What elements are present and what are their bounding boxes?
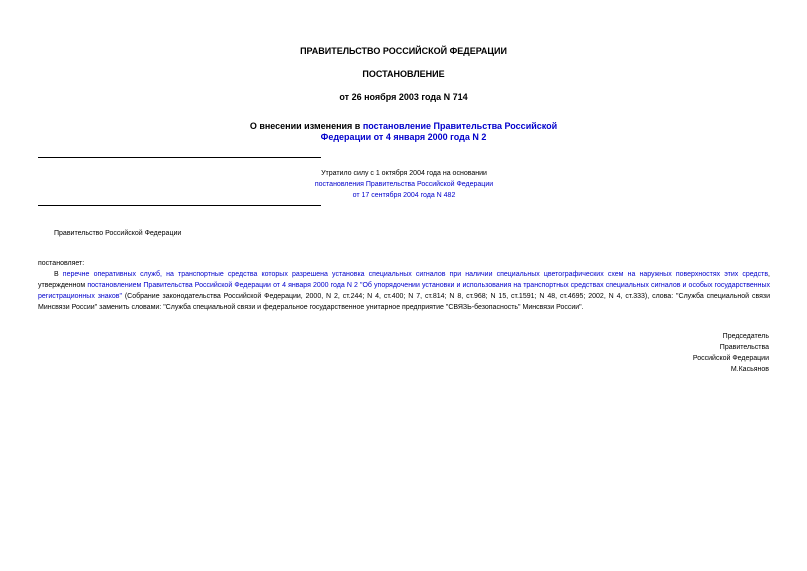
signature-block xyxy=(569,331,769,375)
decree-2-link[interactable]: постановлением Правительства Российской Федерации от 4 января 2000 года N 2 "Об упорядочении установки и использования на транспортных средствах специальных сигналов и особых государственных регистрационных знаков" xyxy=(38,282,770,300)
paragraph-middle: , утвержденном xyxy=(38,271,770,289)
repeal-notice-link-part1[interactable]: постановления Правительства Российской Федерации xyxy=(314,181,494,188)
title-link-part1[interactable]: постановление Правительства Российской xyxy=(362,121,558,131)
government-heading: ПРАВИТЕЛЬСТВО РОССИЙСКОЙ ФЕДЕРАЦИИ xyxy=(300,46,507,56)
issuer-text: Правительство Российской Федерации xyxy=(54,230,182,237)
operational-services-list-link[interactable]: перечне оперативных служб, на транспортные средства которых разрешена установка специальных сигналов при наличии специальных цветографических схем на наружных поверхностях этих средств xyxy=(62,271,769,278)
signature-position-2: Правительства xyxy=(719,344,769,351)
title-prefix: О внесении изменения в xyxy=(249,121,363,131)
main-paragraph xyxy=(38,269,770,313)
signature-position-3: Российской Федерации xyxy=(692,355,769,362)
repeal-notice xyxy=(254,168,554,201)
signature-name: М.Касьянов xyxy=(730,366,769,373)
decree-word: постановляет: xyxy=(38,260,85,267)
title-link-part2[interactable]: Федерации от 4 января 2000 года N 2 xyxy=(320,132,487,142)
signature-position-1: Председатель xyxy=(722,333,769,340)
paragraph-start: В xyxy=(54,271,63,278)
repeal-notice-link-part2[interactable]: от 17 сентября 2004 года N 482 xyxy=(352,192,456,199)
document-title xyxy=(0,121,807,143)
bottom-divider xyxy=(38,205,321,206)
paragraph-end: (Собрание законодательства Российской Федерации, 2000, N 2, ст.244; N 4, ст.400; N 7, ст.814; N 8, ст.968; N 15, ст.1591; N 48, ст.4695; 2002, N 4, ст.333), слова: "Служба специальной связи Минсвязи России" заменить словами: "Служба специальной связи и федеральное государственное унитарное предприятие "СВЯЗЬ-безопасность" Минсвязи России". xyxy=(38,293,770,311)
repeal-notice-text: Утратило силу с 1 октября 2004 года на основании xyxy=(321,170,487,177)
document-type-heading: ПОСТАНОВЛЕНИЕ xyxy=(362,69,445,79)
top-divider xyxy=(38,157,321,158)
document-date-number: от 26 ноября 2003 года N 714 xyxy=(339,92,468,102)
